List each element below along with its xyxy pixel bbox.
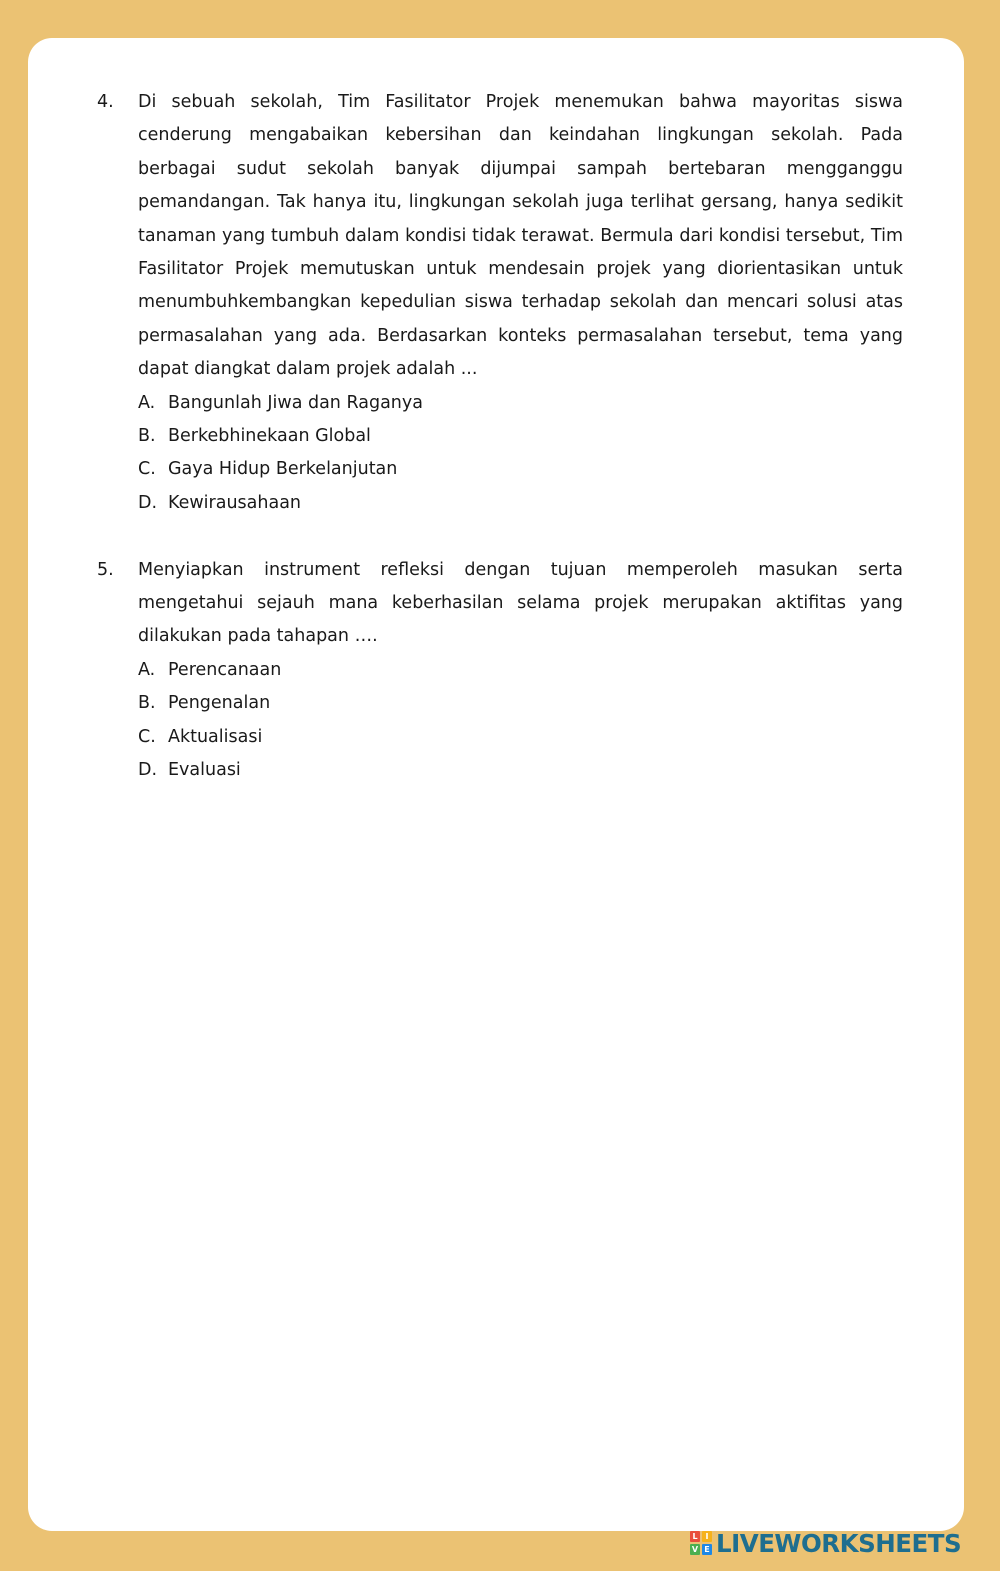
option-d[interactable] (138, 487, 903, 520)
option-a[interactable] (138, 387, 903, 420)
logo-letter-i: I (702, 1531, 712, 1542)
question-number: 5. (97, 559, 114, 580)
option-a[interactable] (138, 654, 903, 687)
option-text: Aktualisasi (168, 726, 263, 747)
logo-letter-v: V (691, 1545, 699, 1554)
option-letter: D. (138, 492, 158, 513)
option-letter: C. (138, 459, 156, 480)
question-5 (97, 554, 903, 788)
option-c[interactable] (138, 721, 903, 754)
question-body (138, 86, 903, 520)
question-body (138, 554, 903, 788)
option-b[interactable] (138, 420, 903, 453)
question-text: Di sebuah sekolah, Tim Fasilitator Projek menemukan bahwa mayoritas siswa cenderung mengabaikan kebersihan dan keindahan lingkungan sekolah. Pada berbagai sudut sekolah banyak dijumpai sampah bertebaran mengganggu pemandangan. Tak hanya itu, lingkungan sekolah juga terlihat gersang, hanya sedikit tanaman yang tumbuh dalam kondisi tidak terawat. Bermula dari kondisi tersebut, Tim Fasilitator Projek memutuskan untuk mendesain projek yang diorientasikan untuk menumbuhkembangkan kepedulian siswa terhadap sekolah dan mencari solusi atas permasalahan yang ada. Berdasarkan konteks permasalahan tersebut, tema yang dapat diangkat dalam projek adalah ... (138, 92, 903, 380)
option-letter: C. (138, 726, 156, 747)
option-text: Perencanaan (168, 659, 282, 680)
option-text: Berkebhinekaan Global (168, 426, 371, 447)
question-list (97, 86, 903, 788)
question-number: 4. (97, 92, 114, 112)
brand-name: LIVEWORKSHEETS (716, 1528, 962, 1558)
option-b[interactable] (138, 687, 903, 720)
option-letter: D. (138, 760, 158, 781)
option-letter: B. (138, 426, 156, 447)
question-text: Menyiapkan instrument refleksi dengan tujuan memperoleh masukan serta mengetahui sejauh mana keberhasilan selama projek merupakan aktifitas yang dilakukan pada tahapan …. (138, 559, 903, 647)
option-letter: B. (138, 693, 156, 714)
option-text: Kewirausahaan (168, 492, 302, 513)
option-text: Bangunlah Jiwa dan Raganya (168, 392, 423, 413)
option-letter: A. (138, 392, 156, 413)
liveworksheets-logo-icon (690, 1531, 712, 1555)
option-text: Pengenalan (168, 693, 271, 714)
logo-letter-l: L (690, 1531, 700, 1542)
answer-options (138, 387, 903, 521)
answer-options (138, 654, 903, 788)
question-4 (97, 86, 903, 520)
option-letter: A. (138, 659, 156, 680)
option-d[interactable] (138, 754, 903, 787)
option-c[interactable] (138, 453, 903, 486)
option-text: Gaya Hidup Berkelanjutan (168, 459, 398, 480)
option-text: Evaluasi (168, 760, 241, 781)
logo-letter-e: E (702, 1544, 712, 1555)
liveworksheets-brand[interactable] (690, 1527, 961, 1559)
